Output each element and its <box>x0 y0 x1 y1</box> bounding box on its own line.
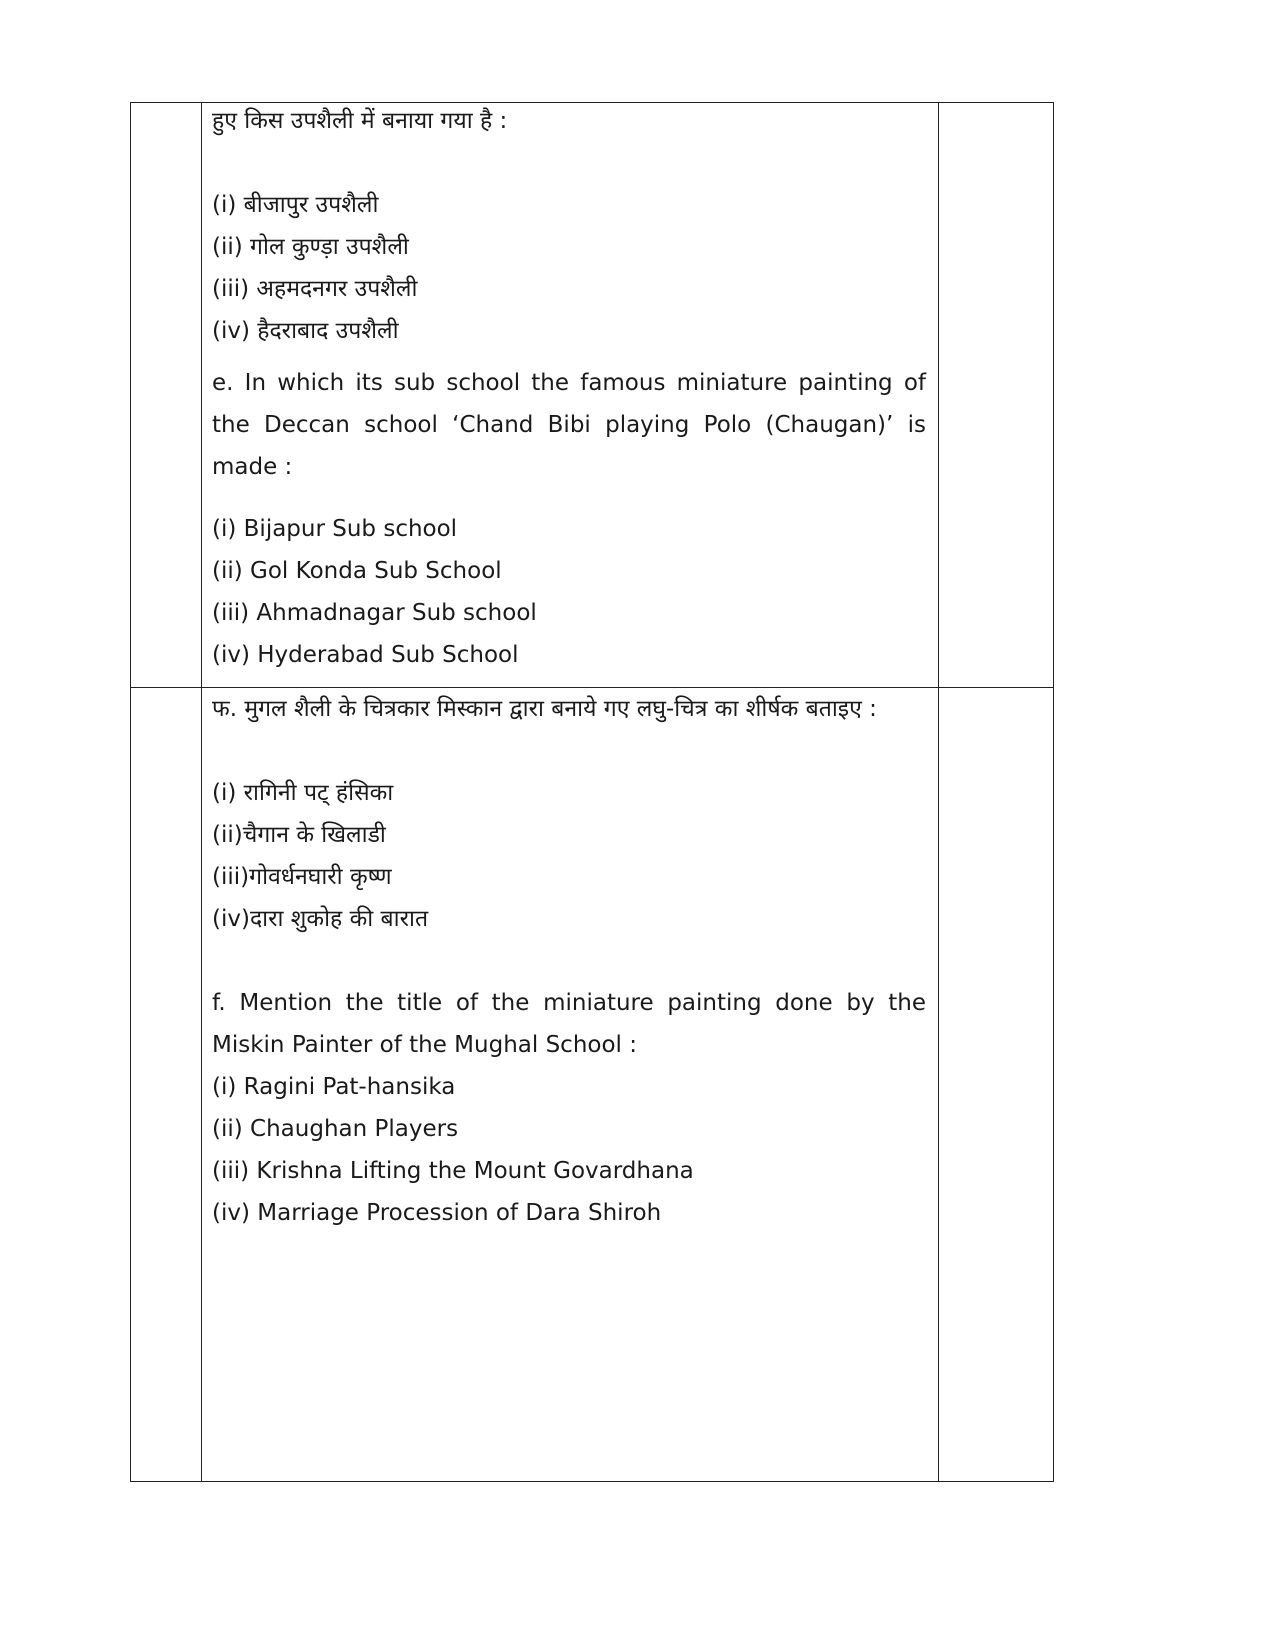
question-number-cell <box>131 688 202 1482</box>
english-option: (iv) Hyderabad Sub School <box>212 642 519 668</box>
hindi-option: (iii)गोवर्धनघारी कृष्ण <box>212 864 392 890</box>
hindi-question-tail: हुए किस उपशैली में बनाया गया है : <box>212 108 508 134</box>
hindi-option: (iv) हैदराबाद उपशैली <box>212 318 399 344</box>
hindi-option: (ii)चैगान के खिलाडी <box>212 822 386 848</box>
question-cell <box>202 103 939 688</box>
question-table <box>130 102 1054 1482</box>
english-question: f. Mention the title of the miniature painting done by the Miskin Painter of the Mughal School : <box>212 990 926 1058</box>
english-option: (iii) Krishna Lifting the Mount Govardhana <box>212 1158 694 1184</box>
marks-cell <box>939 688 1054 1482</box>
question-cell <box>202 688 939 1482</box>
hindi-option: (ii) गोल कुण्ड़ा उपशैली <box>212 234 409 260</box>
hindi-option: (iv)दारा शुकोह की बारात <box>212 906 429 932</box>
hindi-question: फ. मुगल शैली के चित्रकार मिस्कान द्वारा बनाये गए लघु-चित्र का शीर्षक बताइए : <box>212 696 877 722</box>
english-question: e. In which its sub school the famous miniature painting of the Deccan school ‘Chand Bibi playing Polo (Chaugan)’ is made : <box>212 370 926 480</box>
english-option: (i) Ragini Pat-hansika <box>212 1074 456 1100</box>
question-number-cell <box>131 103 202 688</box>
hindi-option: (i) बीजापुर उपशैली <box>212 192 379 218</box>
hindi-option: (iii) अहमदनगर उपशैली <box>212 276 418 302</box>
english-option: (ii) Gol Konda Sub School <box>212 558 502 584</box>
english-option: (iii) Ahmadnagar Sub school <box>212 600 537 626</box>
hindi-option: (i) रागिनी पट् हंसिका <box>212 780 394 806</box>
table-row <box>131 103 1054 688</box>
marks-cell <box>939 103 1054 688</box>
english-option: (iv) Marriage Procession of Dara Shiroh <box>212 1200 662 1226</box>
english-option: (ii) Chaughan Players <box>212 1116 459 1142</box>
english-option: (i) Bijapur Sub school <box>212 516 458 542</box>
table-row <box>131 688 1054 1482</box>
